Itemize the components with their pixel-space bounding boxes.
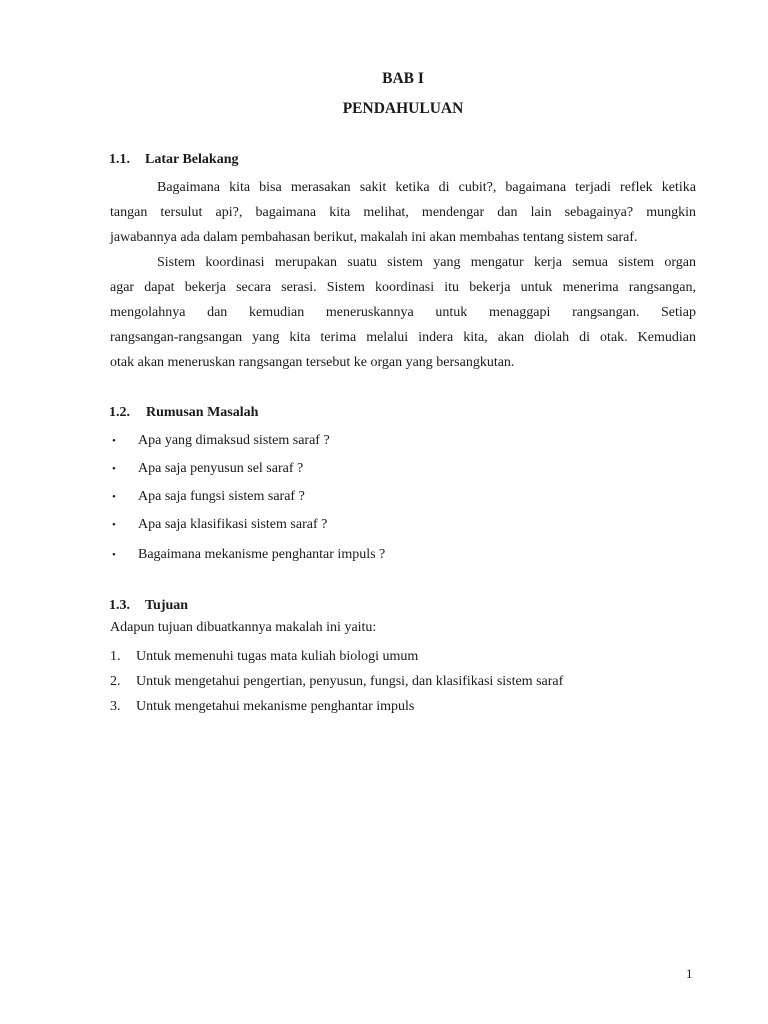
problem-list	[110, 427, 385, 569]
section-title: Tujuan	[145, 598, 189, 613]
section-number: 1.2.	[109, 405, 130, 420]
bullet-icon: •	[112, 435, 116, 447]
section-heading-rumusan-masalah	[109, 405, 258, 421]
list-item	[110, 511, 385, 539]
bullet-icon: •	[112, 519, 116, 531]
paragraph-line: agar dapat bekerja secara serasi. Sistem koordinasi itu bekerja untuk menerima rangsangan,	[110, 280, 696, 295]
paragraph-line: Sistem koordinasi merupakan suatu sistem yang mengatur kerja semua sistem organ	[157, 255, 696, 270]
section-title: Latar Belakang	[145, 152, 239, 167]
list-number: 2.	[110, 674, 121, 689]
section-title: Rumusan Masalah	[146, 405, 259, 420]
list-item	[110, 644, 563, 669]
section-number: 1.1.	[109, 152, 130, 167]
paragraph-line: Bagaimana kita bisa merasakan sakit ketika di cubit?, bagaimana terjadi reflek ketika	[157, 180, 696, 195]
list-item-text: Untuk mengetahui mekanisme penghantar impuls	[136, 699, 415, 714]
list-item-text: Apa saja klasifikasi sistem saraf ?	[138, 517, 328, 532]
list-item	[110, 694, 563, 719]
section-heading-latar-belakang	[109, 152, 238, 168]
list-item	[110, 541, 385, 569]
list-item	[110, 483, 385, 511]
paragraph-line: mengolahnya dan kemudian meneruskannya untuk menaggapi rangsangan. Setiap	[110, 305, 696, 320]
section-heading-tujuan	[109, 598, 188, 614]
tujuan-intro: Adapun tujuan dibuatkannya makalah ini yaitu:	[110, 620, 377, 635]
paragraph-latar-belakang-2	[110, 250, 696, 375]
list-item-text: Bagaimana mekanisme penghantar impuls ?	[138, 547, 386, 562]
bullet-icon: •	[112, 491, 116, 503]
list-number: 1.	[110, 649, 121, 664]
list-item-text: Apa yang dimaksud sistem saraf ?	[138, 433, 330, 448]
chapter-subtitle: PENDAHULUAN	[342, 100, 464, 117]
list-item-text: Apa saja fungsi sistem saraf ?	[138, 489, 305, 504]
chapter-title: BAB I	[382, 70, 424, 87]
paragraph-latar-belakang-1	[110, 175, 696, 250]
bullet-icon: •	[112, 463, 116, 475]
paragraph-line: jawabannya ada dalam pembahasan berikut, makalah ini akan membahas tentang sistem saraf.	[110, 230, 638, 245]
list-number: 3.	[110, 699, 121, 714]
list-item	[110, 427, 385, 455]
list-item	[110, 455, 385, 483]
objective-list	[110, 644, 563, 719]
paragraph-line: tangan tersulut api?, bagaimana kita melihat, mendengar dan lain sebagainya? mungkin	[110, 205, 696, 220]
section-number: 1.3.	[109, 598, 130, 613]
list-item-text: Untuk mengetahui pengertian, penyusun, fungsi, dan klasifikasi sistem saraf	[136, 674, 564, 689]
paragraph-line: rangsangan-rangsangan yang kita terima melalui indera kita, akan diolah di otak. Kemudian	[110, 330, 696, 345]
list-item-text: Untuk memenuhi tugas mata kuliah biologi umum	[136, 649, 419, 664]
list-item	[110, 669, 563, 694]
list-item-text: Apa saja penyusun sel saraf ?	[138, 461, 304, 476]
paragraph-line: otak akan meneruskan rangsangan tersebut ke organ yang bersangkutan.	[110, 355, 515, 370]
page-number: 1	[686, 966, 693, 981]
bullet-icon: •	[112, 549, 116, 561]
